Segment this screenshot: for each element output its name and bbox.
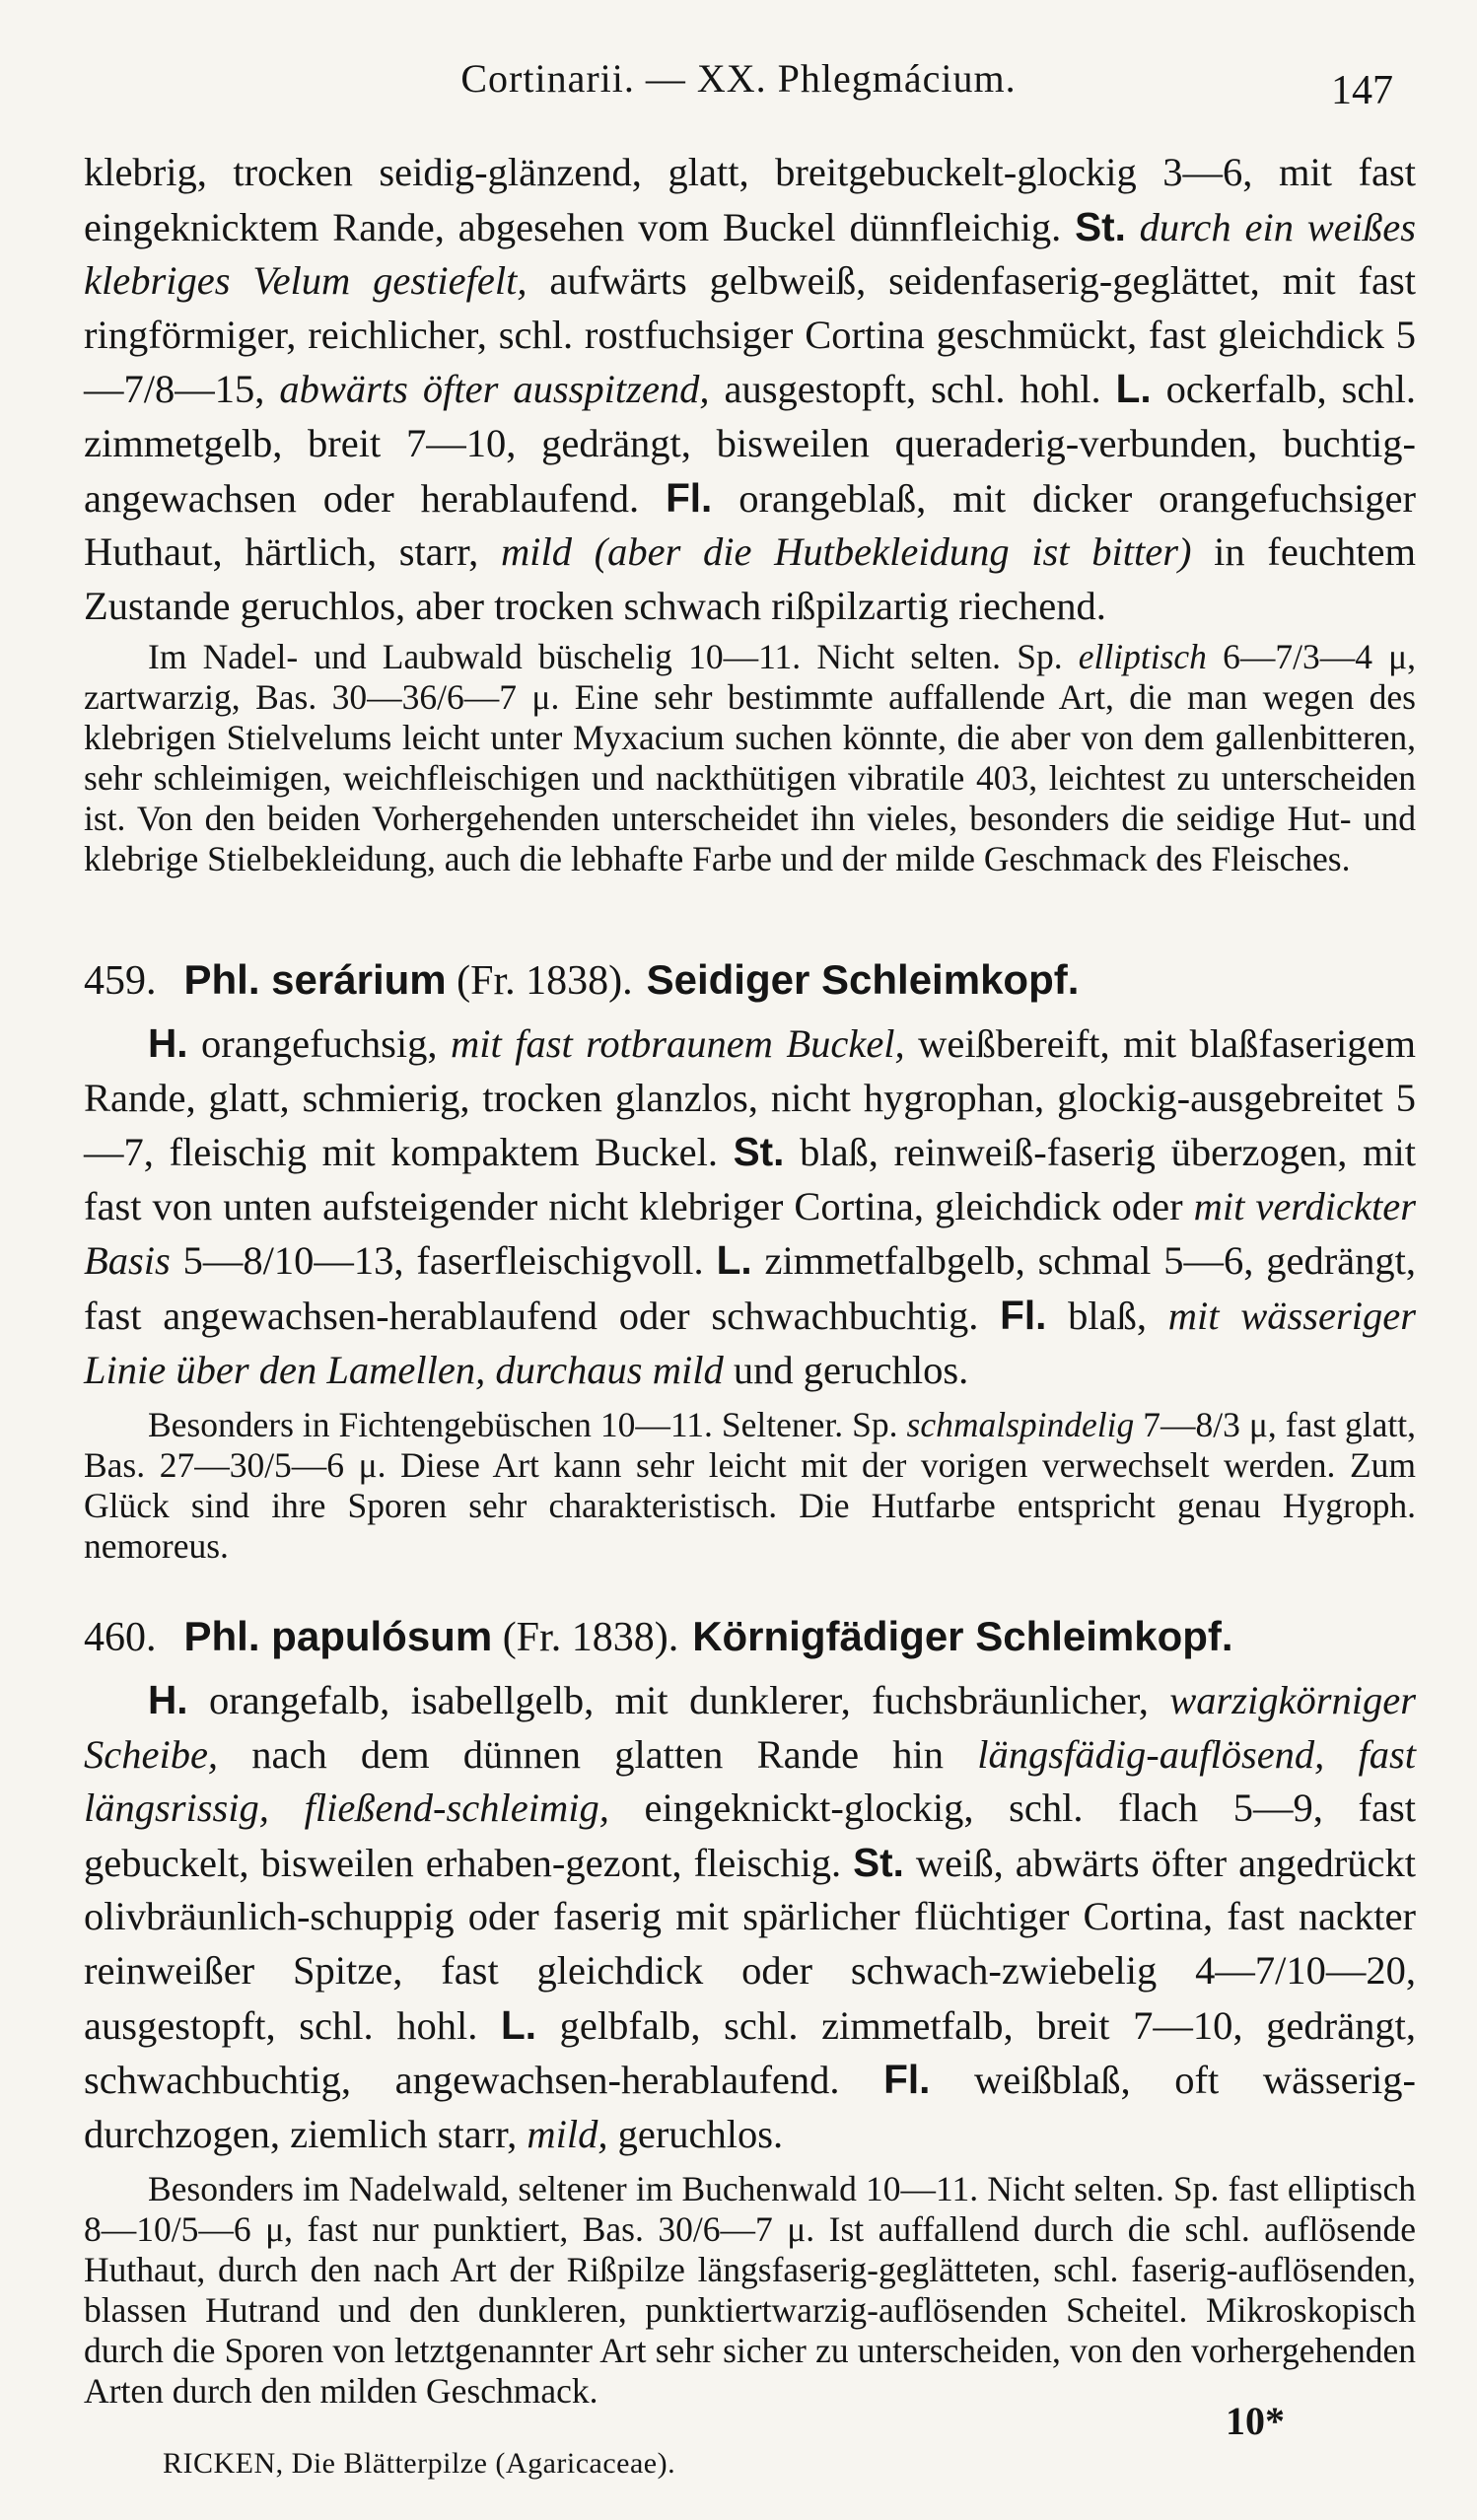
signature-mark: 10* bbox=[1226, 2399, 1285, 2443]
page-header bbox=[84, 47, 1393, 113]
entry-460-note: Besonders im Nadelwald, seltener im Buchenwald 10—11. Nicht selten. Sp. fast elliptisch 8—10/5—6 μ, fast nur punktiert, Bas. 30/6—7 μ. Ist auffallend durch die schl. auflösende Huthaut, durch den nach Art der Rißpilze längsfaserig-geglätteten, schl. faserig-auflösenden, blassen Hutrand und den dunkleren, punktiertwarzig-auflösenden Scheitel. Mikroskopisch durch die Sporen von letztgenannter Art sehr sicher zu unterscheiden, von den vorhergehenden Arten durch den milden Geschmack. bbox=[84, 2169, 1416, 2412]
entry-460-description: H. orangefalb, isabellgelb, mit dunklerer, fuchsbräunlicher, warzigkörniger Scheibe, nach dem dünnen glatten Rande hin längsfädig-auflösend, fast längsrissig, fließend-schleimig, eingeknickt-glockig, schl. flach 5—9, fast gebuckelt, bisweilen erhaben-gezont, fleischig. St. weiß, abwärts öfter angedrückt olivbräunlich-schuppig oder faserig mit spärlicher flüchtiger Cortina, fast nackter reinweißer Spitze, fast gleichdick oder schwach-zwiebelig 4—7/10—20, ausgestopft, schl. hohl. L. gelbfalb, schl. zimmetfalb, breit 7—10, gedrängt, schwachbuchtig, angewachsen-herablaufend. Fl. weißblaß, oft wässerig-durchzogen, ziemlich starr, mild, geruchlos. bbox=[84, 1677, 1417, 2156]
entry-459-note: Besonders in Fichtengebüschen 10—11. Seltener. Sp. schmalspindelig 7—8/3 μ, fast glatt, Bas. 27—30/5—6 μ. Diese Art kann sehr leicht mit der vorigen verwechselt werden. Zum Glück sind ihre Sporen sehr charakteristisch. Die Hutfarbe entspricht genau Hygroph. nemoreus. bbox=[84, 1405, 1417, 1567]
entry-459 bbox=[84, 952, 1416, 1567]
continued-entry bbox=[84, 146, 1416, 879]
imprint-line: RICKEN, Die Blätterpilze (Agaricaceae). bbox=[163, 2447, 676, 2480]
entry-460 bbox=[84, 1609, 1416, 2412]
entry-459-heading: 459. Phl. serárium (Fr. 1838). Seidiger Schleimkopf. bbox=[84, 956, 1080, 1004]
entry-460-heading: 460. Phl. papulósum (Fr. 1838). Körnigfädiger Schleimkopf. bbox=[84, 1613, 1233, 1660]
continued-note: Im Nadel- und Laubwald büschelig 10—11. Nicht selten. Sp. elliptisch 6—7/3—4 μ, zartwarzig, Bas. 30—36/6—7 μ. Eine sehr bestimmte auffallende Art, die man wegen des klebrigen Stielvelums leicht unter Myxacium suchen könnte, die aber von dem gallenbitteren, sehr schleimigen, weichfleischigen und nackthütigen vibratile 403, leichtest zu unterscheiden ist. Von den beiden Vorhergehenden unterscheidet ihn vieles, besonders die seidige Hut- und klebrige Stielbekleidung, auch die lebhafte Farbe und der milde Geschmack des Fleisches. bbox=[84, 637, 1417, 879]
running-title: Cortinarii. — XX. Phlegmácium. bbox=[460, 56, 1017, 101]
page-number: 147 bbox=[1331, 68, 1393, 113]
continued-description: klebrig, trocken seidig-glänzend, glatt, breitgebuckelt-glockig 3—6, mit fast eingeknicktem Rande, abgesehen vom Buckel dünnfleichig. St. durch ein weißes klebriges Velum gestiefelt, aufwärts gelbweiß, seidenfaserig-geglättet, mit fast ringförmiger, reichlicher, schl. rostfuchsiger Cortina geschmückt, fast gleichdick 5—7/8—15, abwärts öfter ausspitzend, ausgestopft, schl. hohl. L. ockerfalb, schl. zimmetgelb, breit 7—10, gedrängt, bisweilen queraderig-verbunden, buchtig-angewachsen oder herablaufend. Fl. orangeblaß, mit dicker orangefuchsiger Huthaut, härtlich, starr, mild (aber die Hutbekleidung ist bitter) in feuchtem Zustande geruchlos, aber trocken schwach rißpilzartig riechend. bbox=[84, 150, 1417, 628]
entry-459-description: H. orangefuchsig, mit fast rotbraunem Buckel, weißbereift, mit blaßfaserigem Rande, glatt, schmierig, trocken glanzlos, nicht hygrophan, glockig-ausgebreitet 5—7, fleischig mit kompaktem Buckel. St. blaß, reinweiß-faserig überzogen, mit fast von unten aufsteigender nicht klebriger Cortina, gleichdick oder mit verdickter Basis 5—8/10—13, faserfleischigvoll. L. zimmetfalbgelb, schmal 5—6, gedrängt, fast angewachsen-herablaufend oder schwachbuchtig. Fl. blaß, mit wässeriger Linie über den Lamellen, durchaus mild und geruchlos. bbox=[84, 1020, 1417, 1392]
